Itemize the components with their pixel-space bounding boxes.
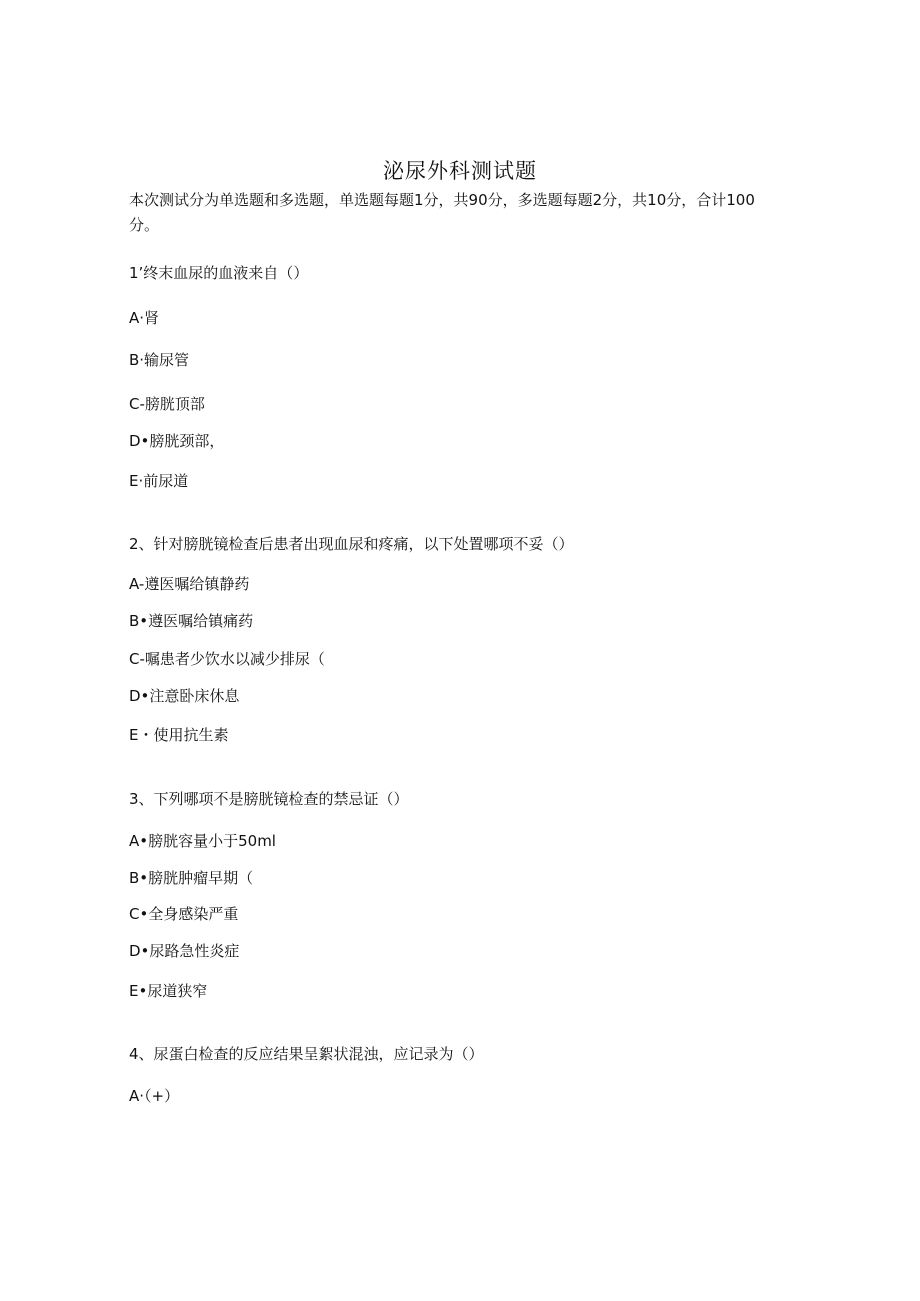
question-3-option-e: E•尿道狭窄 (129, 982, 208, 1000)
question-4-stem: 4、尿蛋白检查的反应结果呈絮状混浊，应记录为（） (129, 1045, 484, 1063)
question-2-option-d: D•注意卧床休息 (129, 687, 240, 705)
question-4-option-a: A·（+） (129, 1087, 180, 1105)
question-3-option-b: B•膀胱肿瘤早期（ (129, 869, 254, 887)
question-2-stem: 2、针对膀胱镜检查后患者出现血尿和疼痛，以下处置哪项不妥（） (129, 535, 574, 553)
question-2-option-e: E・使用抗生素 (129, 726, 229, 744)
question-3-option-c: C•全身感染严重 (129, 905, 239, 923)
question-1-option-c: C-膀胱顶部 (129, 395, 205, 413)
question-3-stem: 3、下列哪项不是膀胱镜检查的禁忌证（） (129, 790, 409, 808)
question-2-option-b: B•遵医嘱给镇痛药 (129, 612, 254, 630)
question-1-option-b: B·输尿管 (129, 351, 190, 369)
question-3-option-a: A•膀胱容量小于50ml (129, 832, 276, 850)
question-1-option-d: D•膀胱颈部， (129, 432, 225, 450)
question-2-option-c: C-嘱患者少饮水以减少排尿（ (129, 650, 325, 668)
question-1-option-e: E·前尿道 (129, 472, 189, 490)
intro-paragraph: 本次测试分为单选题和多选题，单选题每题1分，共90分，多选题每题2分，共10分，合计100分。 (129, 191, 755, 234)
question-3-option-d: D•尿路急性炎症 (129, 942, 240, 960)
document-title: 泌尿外科测试题 (383, 159, 537, 183)
question-2-option-a: A-遵医嘱给镇静药 (129, 575, 250, 593)
question-1-stem: 1’终末血尿的血液来自（） (129, 264, 309, 282)
question-1-option-a: A·肾 (129, 309, 160, 327)
